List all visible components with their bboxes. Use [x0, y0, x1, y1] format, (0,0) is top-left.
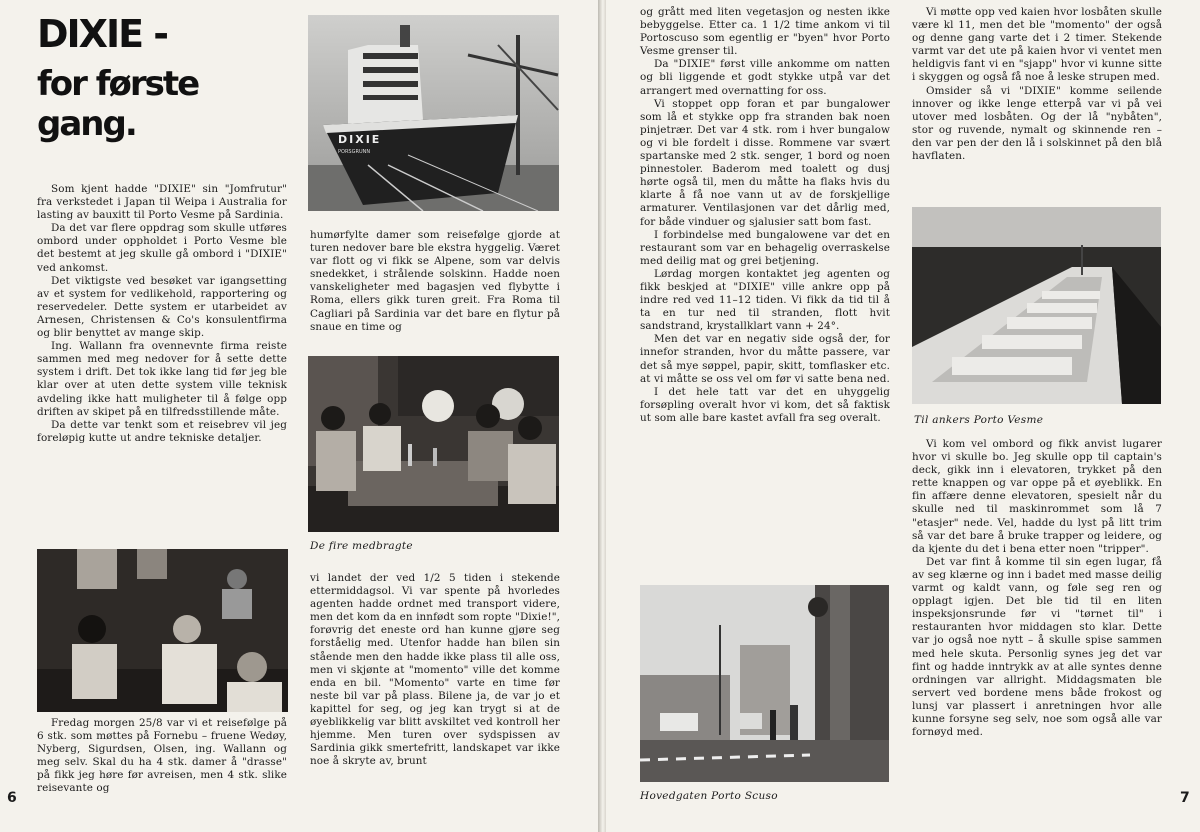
paragraph: humørfylte damer som reisefølge gjorde at turen nedover bare ble ekstra hyggelig. Været var flott og vi fikk se Alpene, som var delvis snedekket, i strålende solskinn. Hadde noen vanskeligheter med bagasjen ved flybytte i Roma, ellers gikk turen greit. Fra Roma til Cagliari på Sardinia var det bare en flytur på snaue en time og [310, 229, 560, 333]
paragraph: Vi møtte opp ved kaien hvor losbåten skulle være kl 11, men det ble "momento" der også og denne gang varte det i 2 timer. Stekende varmt var det ute på kaien hvor vi ventet men heldigvis fant vi en "sjapp" hvor vi kunne sitte i skyggen og også få noe å leske strupen med. [912, 6, 1162, 84]
paragraph: Omsider så vi "DIXIE" komme seilende innover og ikke lenge etterpå var vi på vei utover med losbåten. Og der lå "nybåten", stor og ruvende, nymalt og skinnende ren – den var pen der den lå i solskinnet på den blå havflaten. [912, 84, 1162, 163]
deck-photo [912, 207, 1161, 404]
right-page [606, 0, 1200, 832]
hull-homeport: PORSGRUNN [338, 149, 371, 155]
paragraph: vi landet der ved 1/2 5 tiden i stekende ettermiddagsol. Vi var spente på hvorledes agenten hadde ordnet med transport videre, men det kom da en innfødt som ropte "Dixie!", forøvrig det eneste ord han kunne gjøre seg forståelig med. Utenfor hadde han bilen sin stående men den hadde ikke plass til alle oss, men vi skjønte at "momento" ville det komme enda en bil. "Momento" varte en time før neste bil var på plass. Bilene ja, de var jo et kapittel for seg, og jeg kan trygt si at de øyeblikkelig var blitt avskiltet ved kontroll her hjemme. Men turen over sydspissen av Sardinia gikk smertefritt, landskapet var ikke noe å skryte av, brunt [310, 572, 560, 768]
gutter [598, 0, 606, 832]
street-illustration [640, 585, 889, 782]
restaurant-photo [308, 356, 559, 532]
column-1-text [37, 183, 287, 445]
column-4b-text [912, 438, 1162, 739]
paragraph: I forbindelse med bungalowene var det en restaurant som var en behagelig overraskelse med deilig mat og grei betjening. [640, 228, 890, 267]
page-number-left: 6 [7, 790, 17, 806]
paragraph: Vi kom vel ombord og fikk anvist lugarer hvor vi skulle bo. Jeg skulle opp til captain's deck, gikk inn i elevatoren, trykket på den rette knappen og var oppe på et øyeblikk. En fin affære denne elevatoren, spesielt når du skulle ned til maskinrommet som lå 7 "etasjer" nede. Vel, hadde du lyst på litt trim så var det bare å bruke trapper og leidere, og da kjente du det i bena etter noen "tripper". [912, 438, 1162, 555]
street-photo [640, 585, 889, 782]
paragraph: Det var fint å komme til sin egen lugar, få av seg klærne og inn i badet med masse deilig varmt og kaldt vann, og føle seg ren og opplagt igjen. Det ble tid til en liten inspeksjonsrunde før vi "tørnet til" i restauranten hvor middagen sto klar. Dette var jo også noe nytt – å skulle spise sammen med hele skuta. Personlig synes jeg det var fint og hadde inntrykk av at alle syntes denne ordningen var allright. Middagsmaten ble servert ved bordene mens både frokost og lunsj var plassert i anretningen hvor alle kunne forsyne seg selv, noe som også alle var fornøyd med. [912, 555, 1162, 739]
paragraph: I det hele tatt var det en uhyggelig forsøpling overalt hvor vi kom, det så faktisk ut som alle bare kastet avfall fra seg overalt. [640, 385, 890, 424]
restaurant-illustration [308, 356, 559, 532]
paragraph: Da det var flere oppdrag som skulle utføres ombord under oppholdet i Porto Vesme ble det bestemt at jeg skulle gå ombord i "DIXIE" ved ankomst. [37, 222, 287, 274]
deck-caption: Til ankers Porto Vesme [914, 414, 1044, 426]
deck-illustration [912, 207, 1161, 404]
ship-photo [308, 15, 559, 211]
column-1b-text [37, 717, 287, 796]
hull-name: DIXIE [338, 133, 382, 146]
article-title [37, 12, 277, 144]
paragraph: Det viktigste ved besøket var igangsetting av et system for vedlikehold, rapportering og reservedeler. Dette system er utarbeidet av Arnesen, Christensen & Co's konsulentfirma og blir benyttet av mange skip. [37, 274, 287, 340]
page-number-right: 7 [1180, 790, 1190, 806]
paragraph: Lørdag morgen kontaktet jeg agenten og fikk beskjed at "DIXIE" ville ankre opp på indre red ved 11–12 tiden. Vi fikk da tid til å ta en tur ned til stranden, flott hvit sandstrand, krystallklart vann + 24°. [640, 267, 890, 333]
paragraph: Da dette var tenkt som et reisebrev vil jeg foreløpig kutte ut andre tekniske detaljer. [37, 418, 287, 444]
ship-illustration [308, 15, 559, 211]
restaurant-caption: De fire medbragte [310, 540, 413, 552]
paragraph: Ing. Wallann fra ovennevnte firma reiste sammen med meg nedover for å sette dette system i drift. Det tok ikke lang tid før jeg ble klar over at uten dette system ville teknisk avdeling ikke hatt muligheter til å følge opp driften av skipet på en tilfredsstillende måte. [37, 340, 287, 418]
dinner-illustration [37, 549, 288, 712]
column-2-text [310, 229, 560, 334]
column-2b-text [310, 572, 560, 768]
paragraph: Fredag morgen 25/8 var vi et reisefølge på 6 stk. som møttes på Fornebu – fruene Wedøy, Nyberg, Sigurdsen, Olsen, ing. Wallann og meg selv. Skal du ha 4 stk. damer å "drasse" på fikk jeg høre før avreisen, men 4 stk. slike reisevante og [37, 717, 287, 795]
paragraph: Da "DIXIE" først ville ankomme om natten og bli liggende et godt stykke utpå var det arrangert med overnatting for oss. [640, 58, 890, 97]
dinner-photo [37, 549, 288, 712]
street-caption: Hovedgaten Porto Scuso [640, 790, 778, 802]
paragraph: Vi stoppet opp foran et par bungalower som lå et stykke opp fra stranden bak noen pinjetrær. Det var 4 stk. rom i hver bungalow og vi ble fordelt i disse. Rommene var svært spartanske med 2 stk. senger, 1 bord og noen pinnestoler. Baderom med toalett og dusj hørte også til, men du måtte ha flaks hvis du klarte å få noe vann ut av de forskjellige armaturer. Ventilasjonen var det dårlig med, for både vinduer og sjalusier satt bom fast. [640, 97, 890, 228]
paragraph: og grått med liten vegetasjon og nesten ikke bebyggelse. Etter ca. 1 1/2 time ankom vi til Portoscuso som egentlig er "byen" hvor Porto Vesme grenser til. [640, 6, 890, 58]
column-3-text [640, 6, 890, 425]
title-line-2: for første gang. [37, 64, 199, 144]
paragraph: Men det var en negativ side også der, for innefor stranden, hvor du måtte passere, var det så mye søppel, papir, skitt, tomflasker etc. at vi måtte se oss vel om før vi satte bena ned. [640, 333, 890, 385]
title-line-1: DIXIE - [37, 12, 168, 56]
left-page [0, 0, 598, 832]
paragraph: Som kjent hadde "DIXIE" sin "Jomfrutur" fra verkstedet i Japan til Weipa i Australia for lasting av bauxitt til Porto Vesme på Sardinia. [37, 183, 287, 222]
column-4-text [912, 6, 1162, 163]
